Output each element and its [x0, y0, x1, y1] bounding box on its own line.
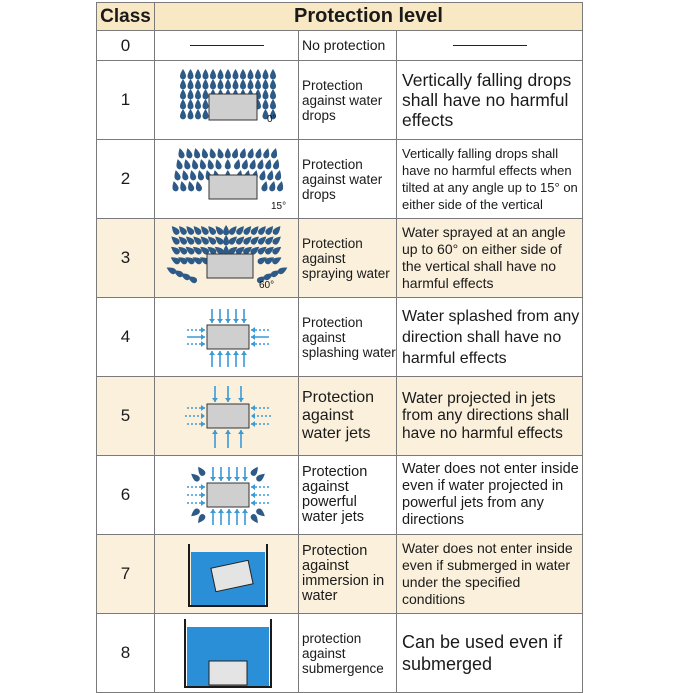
water-drop: [224, 148, 230, 158]
water-drop: [194, 180, 202, 192]
arrow-head: [251, 405, 255, 411]
arrow-head: [201, 341, 205, 347]
water-drop: [264, 158, 272, 170]
water-drop: [225, 69, 231, 79]
arrow-head: [201, 492, 205, 498]
water-drop: [180, 109, 186, 119]
water-drop: [262, 79, 268, 89]
enclosure-box: [209, 661, 247, 685]
water-drop: [210, 79, 216, 89]
arrow-head: [233, 319, 239, 323]
arrow-head: [201, 327, 205, 333]
water-drop: [202, 109, 208, 119]
water-drop: [240, 79, 246, 89]
protection-description: Water does not enter inside even if water projected in powerful jets from any directions: [397, 456, 583, 535]
water-drop: [232, 69, 238, 79]
water-drop: [233, 158, 241, 170]
water-drop: [262, 69, 268, 79]
arrow-head: [217, 319, 223, 323]
water-drop: [180, 169, 188, 181]
table-row: [97, 140, 583, 219]
icon-cell: [155, 377, 299, 456]
class-number: 6: [97, 456, 155, 535]
arrow-head: [251, 500, 255, 506]
arrow-head: [225, 398, 231, 402]
water-drop: [276, 180, 284, 192]
class-header: Class: [97, 3, 155, 31]
class-number: 0: [97, 31, 155, 61]
water-drop: [169, 255, 181, 266]
water-drop: [187, 99, 193, 109]
class-number: 2: [97, 140, 155, 219]
water-drop: [198, 158, 206, 170]
arrow-head: [218, 477, 224, 481]
water-drop: [255, 69, 261, 79]
arrow-head: [226, 477, 232, 481]
splash-arrows-icon: [157, 301, 297, 373]
protection-name: Protection against spraying water: [299, 219, 397, 298]
water-drop: [232, 79, 238, 89]
water-drop: [176, 147, 184, 159]
table-row: [97, 31, 583, 61]
water-drop: [195, 79, 201, 89]
water-drop: [165, 265, 177, 275]
arrow-head: [251, 484, 255, 490]
water-drop: [256, 158, 264, 170]
vertical-drops-icon: [157, 64, 297, 136]
arrow-head: [251, 413, 255, 419]
immersion-icon: [157, 538, 297, 610]
water-drop: [180, 99, 186, 109]
icon-cell: [155, 140, 299, 219]
protection-name: No protection: [299, 31, 397, 61]
table-row: [97, 614, 583, 693]
arrow-head: [218, 509, 224, 513]
water-drop: [196, 169, 204, 181]
water-drop: [174, 158, 182, 170]
water-drop: [213, 158, 221, 170]
ip-protection-table: [96, 2, 583, 693]
water-drop: [240, 69, 246, 79]
icon-cell: [155, 456, 299, 535]
class-number: 4: [97, 298, 155, 377]
dash-cell: [397, 31, 583, 61]
arrow-head: [238, 430, 244, 434]
water-drop: [271, 255, 283, 266]
protection-description: Water projected in jets from any directions shall have no harmful effects: [397, 377, 583, 456]
class-number: 5: [97, 377, 155, 456]
table-row: [97, 298, 583, 377]
water-drop: [195, 89, 201, 99]
dash-icon: [190, 45, 264, 46]
table-row: [97, 219, 583, 298]
arrow-head: [225, 430, 231, 434]
protection-description: Water does not enter inside even if submerged in water under the specified conditions: [397, 535, 583, 614]
arrow-head: [201, 484, 205, 490]
arrow-head: [210, 509, 216, 513]
water-drop: [206, 158, 214, 170]
protection-description: Vertically falling drops shall have no harmful effects: [397, 61, 583, 140]
water-drop: [195, 99, 201, 109]
water-drop: [208, 147, 216, 159]
water-drop: [255, 79, 261, 89]
class-number: 8: [97, 614, 155, 693]
water-drop: [272, 158, 280, 170]
arrow-head: [225, 319, 231, 323]
arrow-head: [225, 351, 231, 355]
water-drop: [274, 169, 282, 181]
arrow-head: [209, 351, 215, 355]
water-drop: [182, 158, 190, 170]
icon-cell: [155, 61, 299, 140]
arrow-head: [201, 405, 205, 411]
water-drop: [202, 79, 208, 89]
water-drop: [266, 169, 274, 181]
water-drop: [254, 147, 262, 159]
water-drop: [262, 99, 268, 109]
arrow-head: [226, 509, 232, 513]
protection-name: Protection against splashing water: [299, 298, 397, 377]
class-number: 7: [97, 535, 155, 614]
enclosure-box: [209, 94, 257, 120]
water-drop: [187, 69, 193, 79]
arrow-head: [242, 477, 248, 481]
water-drop: [231, 147, 239, 159]
protection-description: Water sprayed at an angle up to 60° on either side of the vertical shall have no harmful effects: [397, 219, 583, 298]
arrow-head: [251, 492, 255, 498]
water-drop: [247, 69, 253, 79]
water-drop: [270, 79, 276, 89]
water-drop: [195, 69, 201, 79]
water-drop: [184, 147, 192, 159]
angle-label: 60°: [258, 280, 274, 291]
water-drop: [271, 224, 282, 236]
water-drop: [258, 169, 266, 181]
protection-description: Vertically falling drops shall have no harmful effects when tilted at any angle up to 15° on either side of the vertical: [397, 140, 583, 219]
enclosure-box: [209, 175, 257, 199]
arrow-head: [217, 351, 223, 355]
water-drop: [268, 180, 276, 192]
water-drop: [262, 147, 270, 159]
table-row: [97, 535, 583, 614]
water-drop: [200, 147, 208, 159]
powerful-jets-icon: [157, 459, 297, 531]
arrow-head: [201, 500, 205, 506]
arrow-head: [238, 398, 244, 402]
water-drop: [270, 99, 276, 109]
water-drop: [169, 234, 181, 246]
table-row: [97, 377, 583, 456]
arrow-head: [251, 421, 255, 427]
protection-description: Water splashed from any direction shall have no harmful effects: [397, 298, 583, 377]
table-row: [97, 61, 583, 140]
enclosure-box: [207, 325, 249, 349]
water-drop: [271, 234, 283, 246]
arrow-head: [251, 341, 255, 347]
arrow-head: [233, 351, 239, 355]
water-drop: [217, 69, 223, 79]
water-drop: [178, 180, 186, 192]
water-drop: [172, 169, 180, 181]
water-drop: [270, 69, 276, 79]
water-drop: [239, 147, 247, 159]
water-drop: [210, 69, 216, 79]
arrow-head: [201, 334, 205, 340]
water-drop: [169, 224, 180, 236]
water-drop: [180, 89, 186, 99]
water-drop: [187, 79, 193, 89]
arrow-head: [234, 509, 240, 513]
tilted-drops-icon: [157, 143, 297, 215]
spray-icon: [157, 222, 297, 294]
protection-name: Protection against water drops: [299, 140, 397, 219]
header-row: [97, 3, 583, 31]
water-drop: [217, 79, 223, 89]
water-drop: [246, 147, 254, 159]
water-drop: [195, 109, 201, 119]
arrow-head: [251, 327, 255, 333]
water-drop: [223, 235, 229, 245]
arrow-head: [209, 319, 215, 323]
water-drop: [190, 158, 198, 170]
class-number: 3: [97, 219, 155, 298]
water-drop: [276, 265, 288, 275]
class-number: 1: [97, 61, 155, 140]
icon-cell: [155, 614, 299, 693]
angle-label: 15°: [270, 201, 286, 212]
arrow-head: [201, 421, 205, 427]
water-drop: [224, 159, 230, 169]
water-drop: [223, 225, 229, 235]
submergence-icon: [157, 617, 297, 689]
arrow-head: [241, 351, 247, 355]
water-drop: [260, 180, 268, 192]
arrow-head: [212, 430, 218, 434]
water-drop: [241, 158, 249, 170]
icon-cell: [155, 298, 299, 377]
water-drop: [170, 180, 178, 192]
arrow-head: [212, 398, 218, 402]
protection-name: Protection against water drops: [299, 61, 397, 140]
water-drop: [169, 245, 181, 256]
water-drop: [271, 245, 283, 256]
protection-name: Protection against powerful water jets: [299, 456, 397, 535]
arrow-head: [201, 413, 205, 419]
icon-cell: [155, 219, 299, 298]
water-drop: [187, 89, 193, 99]
water-drop: [215, 147, 223, 159]
water-drop: [186, 180, 194, 192]
arrow-head: [251, 334, 255, 340]
water-drop: [270, 147, 278, 159]
protection-name: Protection against water jets: [299, 377, 397, 456]
water-jets-icon: [157, 380, 297, 452]
protection-description: Can be used even if submerged: [397, 614, 583, 693]
enclosure-box: [207, 404, 249, 428]
water-drop: [180, 69, 186, 79]
water-drop: [202, 99, 208, 109]
water-drop: [247, 79, 253, 89]
arrow-head: [234, 477, 240, 481]
protection-name: Protection against immersion in water: [299, 535, 397, 614]
enclosure-box: [207, 483, 249, 507]
arrow-head: [210, 477, 216, 481]
angle-label: 0°: [266, 114, 277, 125]
water-drop: [192, 147, 200, 159]
water-drop: [202, 89, 208, 99]
water-drop: [188, 169, 196, 181]
arrow-head: [241, 319, 247, 323]
dash-cell: [155, 31, 299, 61]
water-drop: [248, 158, 256, 170]
water-drop: [270, 89, 276, 99]
icon-cell: [155, 535, 299, 614]
water-drop: [187, 109, 193, 119]
protection-level-header: Protection level: [155, 3, 583, 31]
water-drop: [202, 69, 208, 79]
water-drop: [225, 79, 231, 89]
dash-icon: [453, 45, 527, 46]
protection-name: protection against submergence: [299, 614, 397, 693]
water-drop: [180, 79, 186, 89]
table-row: [97, 456, 583, 535]
water-drop: [262, 89, 268, 99]
arrow-head: [242, 509, 248, 513]
enclosure-box: [207, 254, 253, 278]
